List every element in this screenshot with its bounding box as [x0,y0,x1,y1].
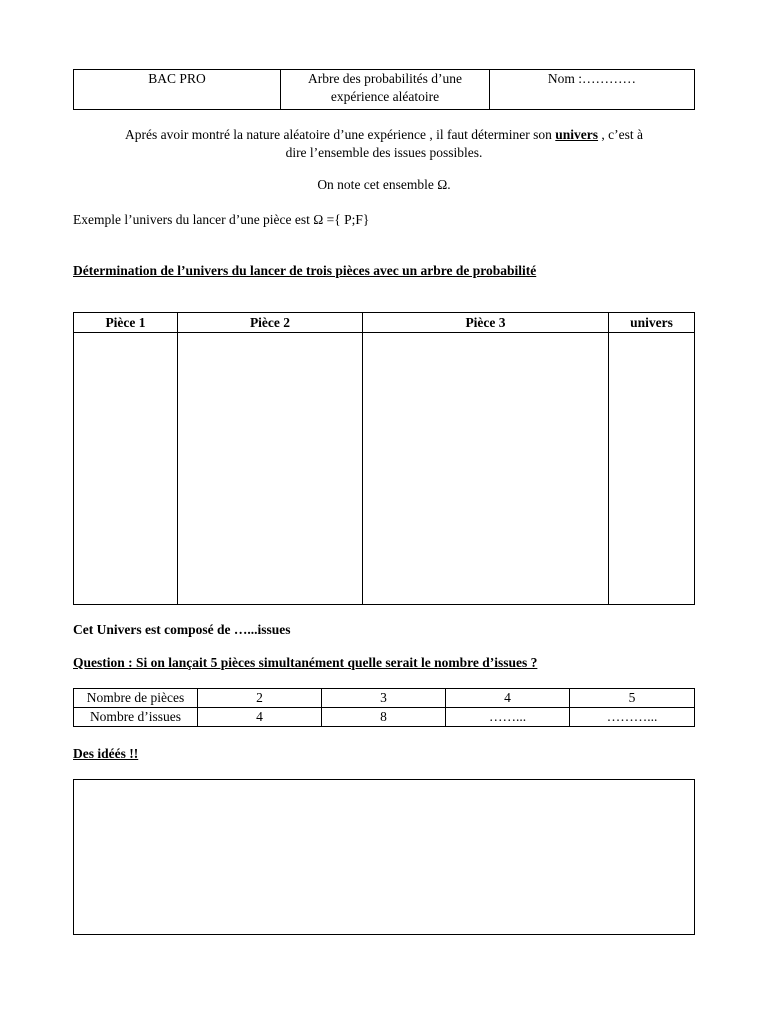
header-name [490,70,695,110]
tree-cell-piece-3[interactable] [363,333,609,605]
ideas-title: Des idéés !! [73,746,139,761]
course-label: BAC PRO [148,71,206,86]
issues-4[interactable]: ……... [446,708,570,727]
issues-table [73,688,695,727]
tree-cell-piece-2[interactable] [178,333,363,605]
tree-header-row [74,313,695,333]
header-title [281,70,490,110]
tree-cell-piece-1[interactable] [74,333,178,605]
intro-line-2: dire l’ensemble des issues possibles. [285,145,483,160]
col-piece-2: Pièce 2 [178,313,363,333]
tree-cell-univers[interactable] [609,333,695,605]
tree-table [73,312,695,605]
intro-line-1 [73,126,695,144]
issues-label: Nombre d’issues [74,708,198,727]
issues-5[interactable]: ………... [570,708,695,727]
col-piece-3: Pièce 3 [363,313,609,333]
intro-text-b: , c’est à [598,127,644,142]
composition-line: Cet Univers est composé de …...issues [73,622,291,637]
pieces-row [74,689,695,708]
pieces-label: Nombre de pièces [74,689,198,708]
ideas-box[interactable] [73,779,695,935]
intro-text-a: Aprés avoir montré la nature aléatoire d’une expérience , il faut déterminer son [124,127,556,142]
question-line: Question : Si on lançait 5 pièces simultanément quelle serait le nombre d’issues ? [73,655,538,670]
col-univers: univers [609,313,695,333]
pieces-5: 5 [570,689,695,708]
omega-note: On note cet ensemble Ω. [317,177,451,192]
section-title: Détermination de l’univers du lancer de trois pièces avec un arbre de probabilité [73,263,537,278]
intro-paragraph [73,126,695,162]
pieces-2: 2 [198,689,322,708]
tree-body-row [74,333,695,605]
pieces-3: 3 [322,689,446,708]
title-line-1: Arbre des probabilités d’une [307,71,463,86]
col-piece-1: Pièce 1 [74,313,178,333]
issues-2: 4 [198,708,322,727]
header-course [74,70,281,110]
example-line: Exemple l’univers du lancer d’une pièce est Ω ={ P;F} [73,212,370,227]
name-field: Nom :………… [547,71,637,86]
univers-term: univers [555,127,599,142]
title-line-2: expérience aléatoire [330,89,440,104]
header-table [73,69,695,110]
pieces-4: 4 [446,689,570,708]
issues-row [74,708,695,727]
issues-3: 8 [322,708,446,727]
